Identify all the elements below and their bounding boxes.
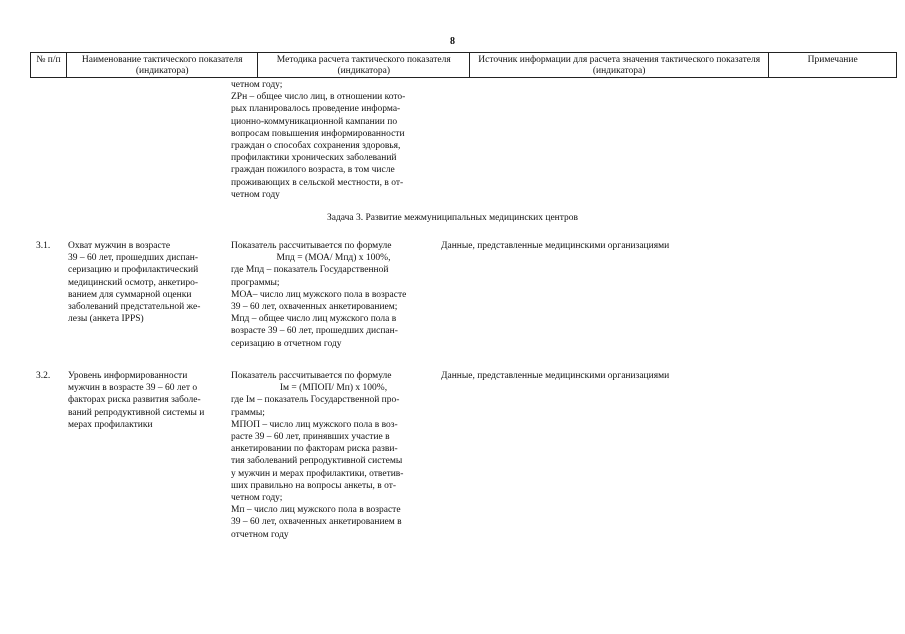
text-line: программы; — [231, 277, 280, 288]
text-line: у мужчин и мерах профилактики, ответив- — [231, 468, 404, 479]
text-line: анкетировании по факторам риска разви- — [231, 444, 398, 455]
row-source: Данные, представленные медицинскими организациями — [441, 371, 670, 381]
continuation-text — [231, 79, 434, 201]
header-col-method: Методика расчета тактического показателя (индикатора) — [258, 53, 470, 77]
text-line: Mп – число лиц мужского пола в возрасте — [231, 505, 401, 516]
text-line: 39 – 60 лет, охваченных анкетированием; — [231, 302, 398, 313]
text-line: лезы (анкета IPPS) — [68, 314, 144, 325]
row-method — [231, 370, 436, 541]
text-line: ваний репродуктивной системы и — [68, 407, 205, 418]
text-line: возрасте 39 – 60 лет, прошедших диспан- — [231, 326, 398, 337]
text-line: серизацию и профилактический — [68, 265, 199, 276]
text-line: граждан пожилого возраста, в том числе — [231, 165, 395, 176]
row-source: Данные, представленные медицинскими организациями — [441, 241, 670, 251]
text-line: четном году — [231, 189, 280, 200]
header-col-source: Источник информации для расчета значения тактического показателя (индикатора) — [470, 53, 769, 77]
row-method — [231, 240, 436, 350]
text-line: факторах риска развития заболе- — [68, 395, 201, 406]
text-line: отчетном году — [231, 529, 289, 540]
text-line: ших правильно на вопросы анкеты, в от- — [231, 480, 397, 491]
text-line: где Iм – показатель Государственной про- — [231, 395, 400, 406]
text-line: Показатель рассчитывается по формуле — [231, 241, 392, 251]
page-number: 8 — [450, 36, 455, 47]
text-line: Охват мужчин в возрасте — [68, 241, 171, 251]
text-line: расте 39 – 60 лет, принявших участие в — [231, 432, 390, 443]
task-heading: Задача 3. Развитие межмуниципальных медицинских центров — [326, 213, 579, 223]
text-line: 39 – 60 лет, охваченных анкетированием в — [231, 517, 402, 528]
row-number: 3.1. — [36, 241, 51, 251]
text-line: Mпд – общее число лиц мужского пола в — [231, 314, 397, 325]
text-line: ционно-коммуникационной кампании по — [231, 116, 398, 127]
text-line: ZPн – общее число лиц, в отношении кото- — [231, 92, 406, 103]
row-name — [68, 240, 226, 325]
formula: Mпд = (MОА/ Mпд) x 100%, — [276, 253, 391, 264]
text-line: ванием для суммарной оценки — [68, 289, 192, 300]
text-line: четном году; — [231, 493, 283, 504]
table-header — [30, 52, 897, 78]
text-line: медицинский осмотр, анкетиро- — [68, 277, 199, 288]
text-line: 39 – 60 лет, прошедших диспан- — [68, 253, 199, 264]
text-line: профилактики хронических заболеваний — [231, 153, 397, 164]
text-line: граждан о способах сохранения здоровья, — [231, 141, 401, 152]
text-line: MОА– число лиц мужского пола в возрасте — [231, 289, 407, 300]
text-line: Показатель рассчитывается по формуле — [231, 371, 392, 381]
text-line: тия заболеваний репродуктивной системы — [231, 456, 403, 467]
row-number: 3.2. — [36, 371, 51, 381]
text-line: где Mпд – показатель Государственной — [231, 265, 389, 276]
text-line: Уровень информированности — [68, 371, 188, 381]
text-line: проживающих в сельской местности, в от- — [231, 177, 404, 188]
text-line: вопросам повышения информированности — [231, 128, 405, 139]
text-line: четном году; — [231, 80, 283, 90]
text-line: серизацию в отчетном году — [231, 338, 342, 349]
header-col-note: Примечание — [807, 55, 858, 65]
text-line: рых планировалось проведение информа- — [231, 104, 401, 115]
header-col-number: № п/п — [31, 53, 67, 77]
text-line: MПОП – число лиц мужского пола в воз- — [231, 419, 398, 430]
text-line: мерах профилактики — [68, 419, 153, 430]
header-col-name: Наименование тактического показателя (индикатора) — [67, 53, 259, 77]
text-line: мужчин в возрасте 39 – 60 лет о — [68, 383, 198, 394]
row-name — [68, 370, 226, 431]
text-line: заболеваний предстательной же- — [68, 302, 201, 313]
text-line: граммы; — [231, 407, 265, 418]
formula: Iм = (MПОП/ Mп) x 100%, — [279, 383, 388, 394]
